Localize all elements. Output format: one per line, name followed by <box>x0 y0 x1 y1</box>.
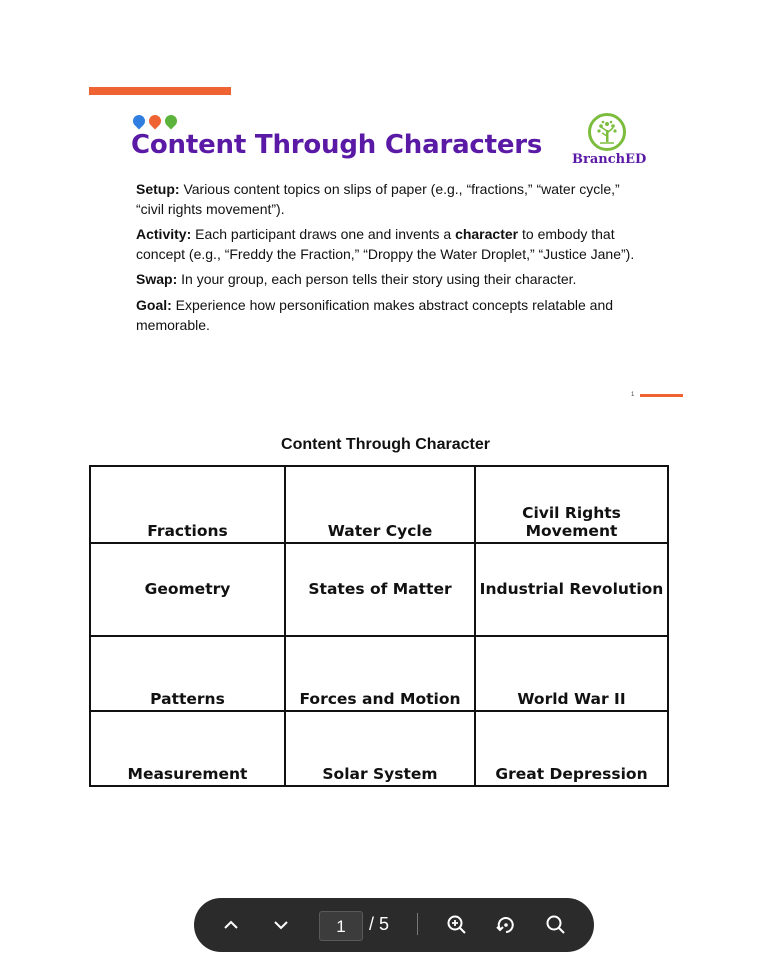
table-cell: Industrial Revolution <box>475 543 668 636</box>
table-cell: Measurement <box>90 711 285 786</box>
topics-table <box>89 465 669 787</box>
logo-text: BranchED <box>572 152 647 167</box>
table-cell: Geometry <box>90 543 285 636</box>
toolbar-divider <box>417 913 418 935</box>
swap-label: Swap: <box>136 271 178 287</box>
table-cell: Great Depression <box>475 711 668 786</box>
goal-paragraph <box>136 295 636 335</box>
table-row <box>90 543 668 636</box>
chevron-down-icon <box>272 916 290 934</box>
search-button[interactable] <box>541 898 571 952</box>
search-icon <box>545 914 567 936</box>
activity-text-1: Each participant draws one and invents a <box>191 226 456 242</box>
table-cell: States of Matter <box>285 543 475 636</box>
swap-paragraph <box>136 269 636 289</box>
setup-label: Setup: <box>136 181 180 197</box>
table-row <box>90 466 668 543</box>
activity-text-2: to embody that concept (e.g., “Freddy the Fraction,” “Droppy the Water Droplet,” “Justice Jane”). <box>136 226 635 262</box>
swap-text: In your group, each person tells their story using their character. <box>177 271 577 287</box>
activity-label: Activity: <box>136 226 192 242</box>
setup-paragraph <box>136 179 636 219</box>
table-cell: Fractions <box>90 466 285 543</box>
activity-paragraph <box>136 224 636 264</box>
table-row <box>90 711 668 786</box>
page-number-input[interactable]: 1 <box>319 911 363 941</box>
footer-accent-line <box>640 394 683 397</box>
zoom-in-button[interactable] <box>442 898 472 952</box>
dot-green <box>163 113 180 130</box>
table-cell: Patterns <box>90 636 285 711</box>
previous-page-button[interactable] <box>216 898 246 952</box>
goal-label: Goal: <box>136 297 172 313</box>
dot-blue <box>131 113 148 130</box>
page-number: 1 <box>631 392 635 398</box>
zoom-in-icon <box>446 914 468 936</box>
table-cell: Solar System <box>285 711 475 786</box>
table-title: Content Through Character <box>281 436 490 453</box>
setup-text: Various content topics on slips of paper (e.g., “fractions,” “water cycle,” “civil rights movement”). <box>136 181 620 217</box>
dot-orange <box>147 113 164 130</box>
table-cell: Civil Rights Movement <box>475 466 668 543</box>
activity-bold-word: character <box>455 226 519 242</box>
rotate-icon <box>495 914 517 936</box>
table-cell: Water Cycle <box>285 466 475 543</box>
color-dots <box>133 115 177 127</box>
goal-text: Experience how personification makes abstract concepts relatable and memorable. <box>136 297 614 333</box>
table-cell: Forces and Motion <box>285 636 475 711</box>
header-accent-bar <box>89 87 231 95</box>
chevron-up-icon <box>222 916 240 934</box>
next-page-button[interactable] <box>266 898 296 952</box>
branched-logo <box>572 113 647 167</box>
page-total: / 5 <box>369 914 390 934</box>
table-row <box>90 636 668 711</box>
pdf-toolbar <box>194 898 594 952</box>
page-title: Content Through Characters <box>131 130 543 160</box>
table-cell: World War II <box>475 636 668 711</box>
tree-icon <box>588 113 626 151</box>
rotate-button[interactable] <box>491 898 521 952</box>
